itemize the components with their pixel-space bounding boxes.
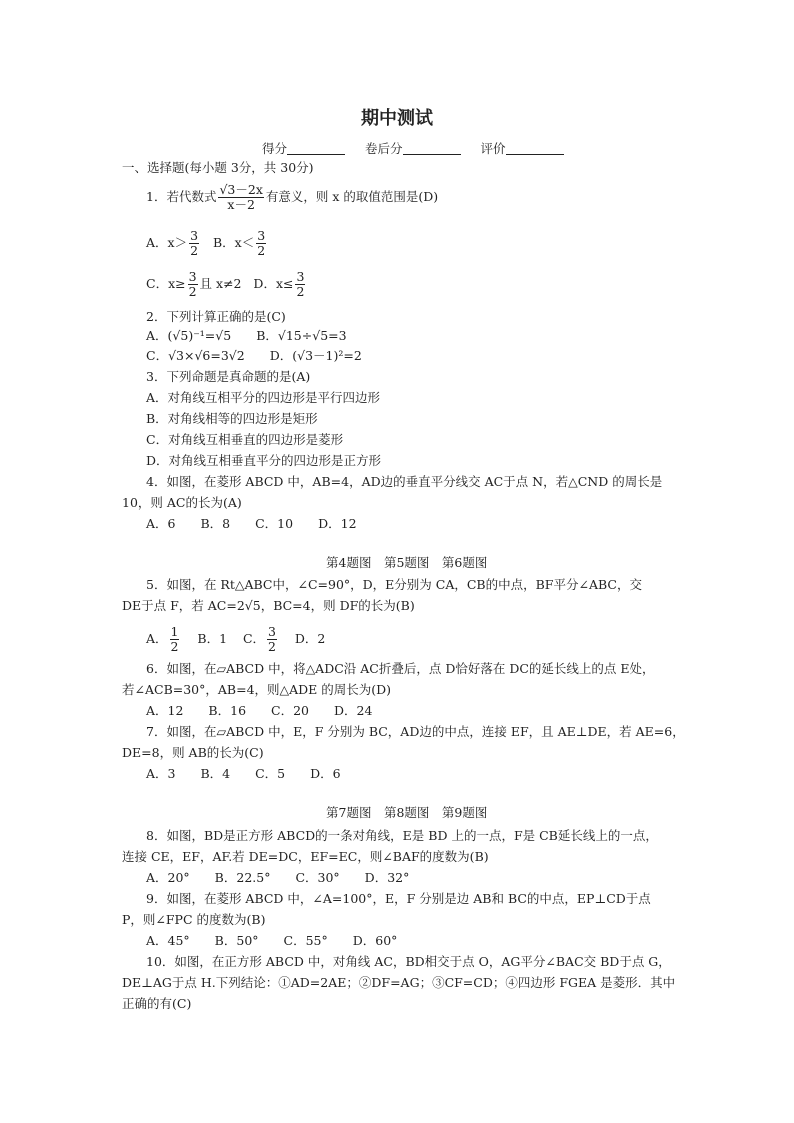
- question-6-options: A．12 B．16 C．20 D．24: [146, 703, 373, 718]
- fraction-3-2: [267, 625, 277, 654]
- frac-num: 3: [188, 269, 197, 284]
- question-9-options: A．45° B．50° C．55° D．60°: [146, 933, 398, 948]
- question-7-options: A．3 B．4 C．5 D．6: [146, 766, 341, 781]
- frac-den: 2: [188, 284, 197, 299]
- fraction-3-2: [189, 229, 199, 258]
- q1-option-b: B．x＜: [212, 235, 255, 250]
- question-8-line-1: 8．如图，BD是正方形 ABCD的一条对角线，E是 BD 上的一点，F是 CB延长线上的一点，: [146, 828, 658, 843]
- question-1-options-cd: [146, 267, 307, 301]
- q1-fraction: [218, 183, 263, 212]
- q1-denominator: x－2: [227, 197, 255, 212]
- fraction-1-2: [170, 625, 180, 654]
- question-10-line-3: 正确的有(C): [122, 996, 192, 1011]
- question-7-line-2: DE=8，则 AB的长为(C): [122, 745, 264, 760]
- question-6-line-2: 若∠ACB=30°，AB=4，则△ADE 的周长为(D): [122, 682, 392, 697]
- fraction-3-2: [295, 270, 305, 299]
- q5-option-b: B．1: [197, 631, 228, 646]
- section-heading: 一、选择题(每小题 3分，共 30分): [122, 160, 314, 175]
- question-8-line-2: 连接 CE，EF，AF.若 DE=DC，EF=EC，则∠BAF的度数为(B): [122, 849, 489, 864]
- question-3-option-b: B．对角线相等的四边形是矩形: [146, 411, 318, 426]
- frac-den: 2: [257, 243, 266, 258]
- question-8-options: A．20° B．22.5° C．30° D．32°: [146, 870, 410, 885]
- score-line: [262, 141, 580, 157]
- q5-option-a: A．: [146, 631, 168, 646]
- frac-num: 3: [268, 624, 276, 639]
- question-6-line-1: 6．如图，在▱ABCD 中，将△ADC沿 AC折叠后，点 D恰好落在 DC的延长线上的点 E处，: [146, 661, 655, 676]
- question-3-stem: 3．下列命题是真命题的是(A): [146, 369, 311, 384]
- q1-option-c: C．x≥: [146, 276, 186, 291]
- fraction-3-2: [188, 270, 198, 299]
- figure-caption-row-2: 第7题图 第8题图 第9题图: [326, 805, 488, 820]
- frac-den: 2: [190, 243, 199, 258]
- evaluation-blank[interactable]: [506, 142, 564, 155]
- question-2-options-cd: C．√3×√6=3√2 D．(√3－1)²=2: [146, 348, 362, 363]
- question-7-line-1: 7．如图，在▱ABCD 中，E，F 分别为 BC，AD边的中点，连接 EF，且 AE⊥DE，若 AE=6，: [146, 724, 685, 739]
- frac-num: 1: [170, 624, 179, 639]
- q1-option-c-post: 且 x≠2: [199, 276, 242, 291]
- frac-num: 3: [257, 228, 266, 243]
- frac-num: 3: [190, 228, 199, 243]
- page-title: 期中测试: [361, 108, 433, 129]
- question-4-line-2: 10，则 AC的长为(A): [122, 495, 242, 510]
- q1-post: 有意义，则 x 的取值范围是(D): [265, 189, 439, 204]
- q5-option-c: C．: [242, 631, 266, 646]
- q1-numerator: √3－2x: [219, 182, 263, 197]
- frac-den: 2: [268, 639, 276, 654]
- q5-option-d: D．2: [294, 631, 326, 646]
- question-4-line-1: 4．如图，在菱形 ABCD 中，AB=4，AD边的垂直平分线交 AC于点 N，若△CND 的周长是: [146, 474, 663, 489]
- question-10-line-2: DE⊥AG于点 H.下列结论：①AD=2AE；②DF=AG；③CF=CD；④四边形 FGEA 是菱形．其中: [122, 975, 676, 990]
- q1-pre: 1．若代数式: [146, 189, 217, 204]
- question-1-stem: [146, 180, 438, 214]
- question-5-options: [146, 622, 325, 656]
- question-4-options: A．6 B．8 C．10 D．12: [146, 516, 357, 531]
- question-3-option-a: A．对角线互相平分的四边形是平行四边形: [146, 390, 381, 405]
- fraction-3-2: [256, 229, 266, 258]
- figure-caption-row-1: 第4题图 第5题图 第6题图: [326, 555, 488, 570]
- evaluation-label: 评价: [480, 141, 506, 156]
- question-5-line-1: 5．如图，在 Rt△ABC中，∠C=90°，D，E分别为 CA，CB的中点，BF平分∠ABC，交: [146, 577, 642, 592]
- question-5-line-2: DE于点 F，若 AC=2√5，BC=4，则 DF的长为(B): [122, 598, 415, 613]
- final-score-label: 卷后分: [365, 141, 403, 156]
- question-1-options-ab: [146, 226, 268, 260]
- frac-num: 3: [296, 269, 305, 284]
- final-score-blank[interactable]: [403, 142, 461, 155]
- question-2-stem: 2．下列计算正确的是(C): [146, 309, 286, 324]
- frac-den: 2: [296, 284, 305, 299]
- score-label: 得分: [262, 141, 288, 156]
- question-2-options-ab: A．(√5)⁻¹=√5 B．√15÷√5=3: [146, 328, 347, 343]
- score-blank[interactable]: [287, 142, 345, 155]
- question-3-option-c: C．对角线互相垂直的四边形是菱形: [146, 432, 344, 447]
- question-3-option-d: D．对角线互相垂直平分的四边形是正方形: [146, 453, 382, 468]
- question-9-line-1: 9．如图，在菱形 ABCD 中，∠A=100°，E，F 分别是边 AB和 BC的中点，EP⊥CD于点: [146, 891, 651, 906]
- question-9-line-2: P，则∠FPC 的度数为(B): [122, 912, 266, 927]
- question-10-line-1: 10．如图，在正方形 ABCD 中，对角线 AC，BD相交于点 O，AG平分∠BAC交 BD于点 G，: [146, 954, 671, 969]
- q1-option-d: D．x≤: [253, 276, 294, 291]
- frac-den: 2: [170, 639, 179, 654]
- q1-option-a: A．x＞: [146, 235, 188, 250]
